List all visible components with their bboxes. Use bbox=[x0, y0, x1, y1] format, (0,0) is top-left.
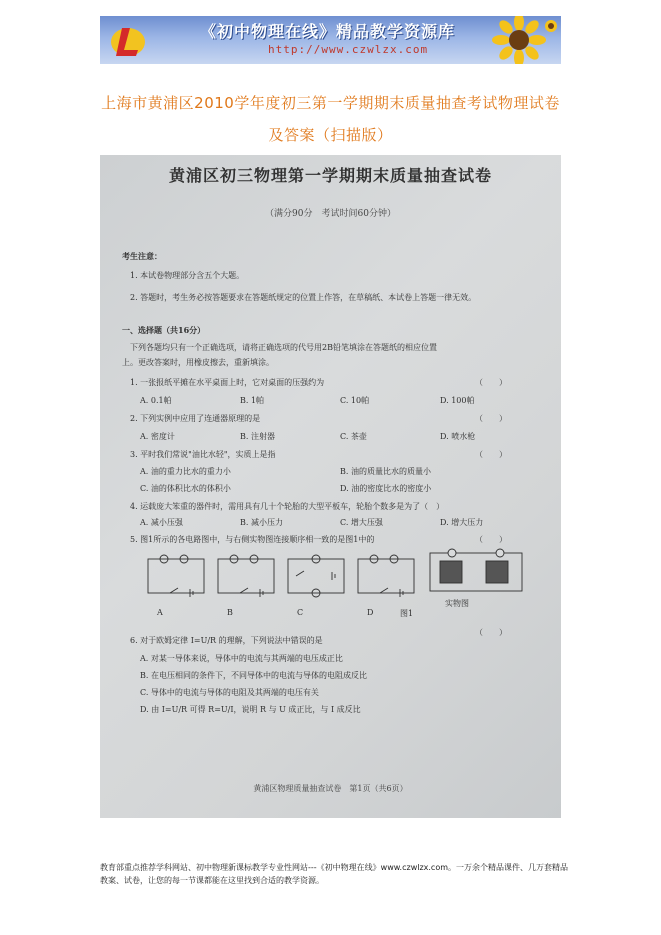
site-banner bbox=[100, 16, 561, 64]
question-stem: 3. 平时我们常说"油比水轻"，实质上是指 bbox=[130, 450, 276, 459]
instruction-line: 上。更改答案时，用橡皮擦去，重新填涂。 bbox=[122, 358, 274, 367]
banner-title: 《初中物理在线》精品教学资源库 bbox=[200, 22, 456, 41]
question-option: D. 由 I=U/R 可得 R=U/I，说明 R 与 U 成正比，与 I 成反比 bbox=[140, 705, 361, 714]
section-heading: 一、选择题（共16分） bbox=[122, 325, 206, 335]
site-logo-icon bbox=[108, 20, 148, 60]
real-circuit-caption: 实物图 bbox=[445, 599, 469, 608]
answer-paren: （ ） bbox=[475, 378, 507, 387]
notice-line: 2. 答题时，考生务必按答题要求在答题纸规定的位置上作答，在草稿纸、本试卷上答题一律无效。 bbox=[130, 293, 477, 302]
question-option: A. 0.1帕 bbox=[140, 396, 172, 405]
exam-page-footer: 黄浦区物理质量抽查试卷 第1页（共6页） bbox=[253, 784, 408, 793]
question-option: B. 减小压力 bbox=[240, 518, 283, 527]
question-option: D. 喷水枪 bbox=[440, 432, 476, 441]
question-option: C. 导体中的电流与导体的电阻及其两端的电压有关 bbox=[140, 688, 319, 697]
question-option: B. 1帕 bbox=[240, 396, 265, 405]
answer-paren: （ ） bbox=[475, 450, 507, 459]
banner-url[interactable]: http://www.czwlzx.com bbox=[268, 43, 429, 56]
exam-title: 黄浦区初三物理第一学期期末质量抽查试卷 bbox=[168, 166, 492, 185]
figure-option-label: D bbox=[367, 608, 374, 617]
site-footnote: 教育部重点推荐学科网站、初中物理新课标教学专业性网站---《初中物理在线》www.czwlzx.com。一万余个精品课件、几万套精品教案、试卷，让您的每一节课都能在这里找到合适的教学资源。 bbox=[100, 863, 569, 885]
question-option: A. 油的重力比水的重力小 bbox=[140, 467, 231, 476]
question-option: A. 减小压强 bbox=[140, 518, 183, 527]
answer-paren: （ ） bbox=[475, 628, 507, 637]
exam-subtitle: （满分90分 考试时间60分钟） bbox=[265, 209, 396, 219]
page-title: 上海市黄浦区2010学年度初三第一学期期末质量抽查考试物理试卷 bbox=[101, 94, 560, 112]
answer-paren: （ ） bbox=[475, 535, 507, 544]
question-option: B. 注射器 bbox=[240, 432, 275, 441]
question-option: B. 油的质量比水的质量小 bbox=[340, 467, 431, 476]
question-stem: 1. 一张报纸平摊在水平桌面上时，它对桌面的压强约为 bbox=[130, 378, 325, 387]
answer-paren: （ ） bbox=[475, 414, 507, 423]
figure-option-label: B bbox=[227, 608, 233, 617]
circuit-figure bbox=[140, 547, 550, 605]
question-option: C. 增大压强 bbox=[340, 518, 383, 527]
question-option: C. 10帕 bbox=[340, 396, 370, 405]
question-option: C. 油的体积比水的体积小 bbox=[140, 484, 231, 493]
notice-heading: 考生注意： bbox=[122, 251, 162, 261]
notice-line: 1. 本试卷物理部分含五个大题。 bbox=[130, 271, 245, 280]
sunflower-icon bbox=[477, 16, 557, 64]
figure-caption: 图1 bbox=[400, 609, 414, 618]
question-stem: 5. 图1所示的各电路图中，与右侧实物图连接顺序相一致的是图1中的 bbox=[130, 535, 375, 544]
instruction-line: 下列各题均只有一个正确选项，请将正确选项的代号用2B铅笔填涂在答题纸的相应位置 bbox=[130, 343, 437, 352]
figure-option-label: A bbox=[157, 608, 163, 617]
question-stem: 4. 运载庞大笨重的器件时，需用具有几十个轮胎的大型平板车，轮胎个数多是为了（ ） bbox=[130, 502, 445, 511]
page-title-subline: 及答案（扫描版） bbox=[268, 126, 393, 144]
question-option: B. 在电压相同的条件下，不同导体中的电流与导体的电阻成反比 bbox=[140, 671, 367, 680]
question-option: D. 油的密度比水的密度小 bbox=[340, 484, 432, 493]
question-stem: 2. 下列实例中应用了连通器原理的是 bbox=[130, 414, 261, 423]
question-option: A. 对某一导体来说，导体中的电流与其两端的电压成正比 bbox=[140, 654, 343, 663]
question-option: D. 增大压力 bbox=[440, 518, 484, 527]
scanned-exam-page bbox=[100, 155, 561, 818]
question-option: A. 密度计 bbox=[140, 432, 175, 441]
question-stem: 6. 对于欧姆定律 I=U/R 的理解，下列说法中错误的是 bbox=[130, 636, 323, 645]
question-option: C. 茶壶 bbox=[340, 432, 367, 441]
question-option: D. 100帕 bbox=[440, 396, 475, 405]
figure-option-label: C bbox=[297, 608, 304, 617]
